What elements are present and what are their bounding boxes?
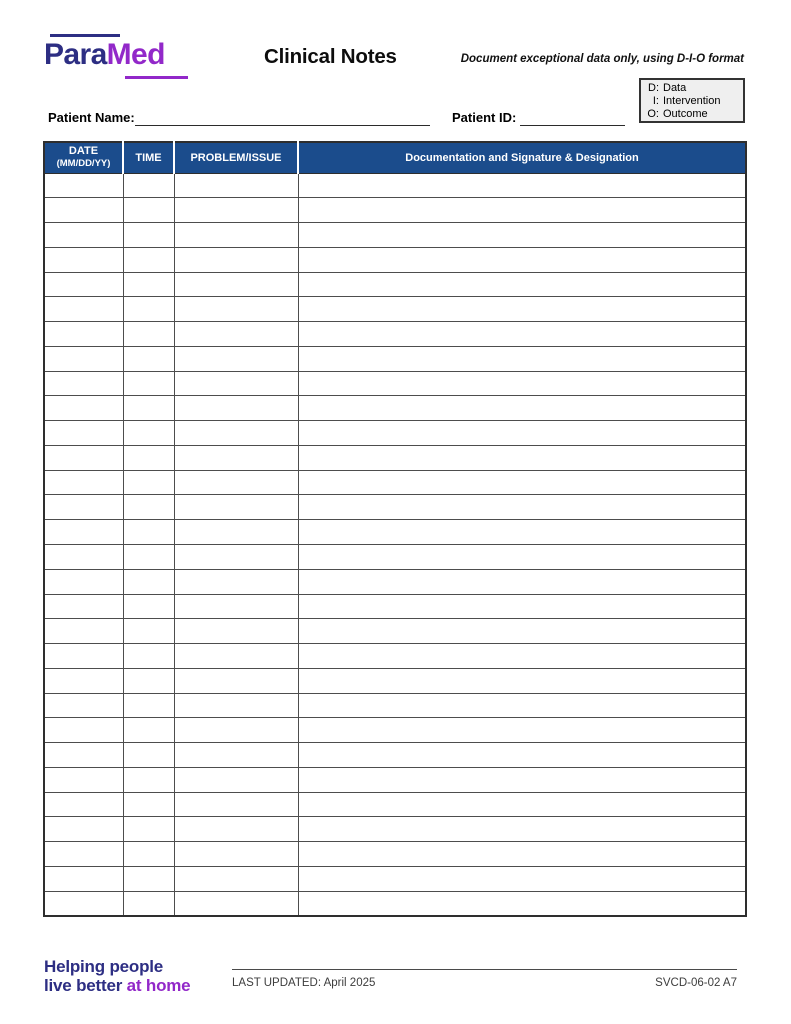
empty-cell[interactable] — [174, 223, 298, 248]
empty-cell[interactable] — [44, 371, 123, 396]
empty-cell[interactable] — [298, 371, 746, 396]
empty-cell[interactable] — [44, 198, 123, 223]
empty-cell[interactable] — [298, 792, 746, 817]
tagline-line2-purple: at home — [126, 975, 191, 995]
table-row — [44, 718, 746, 743]
patient-name-label: Patient Name: — [48, 110, 135, 125]
table-row — [44, 470, 746, 495]
table-row — [44, 520, 746, 545]
empty-cell[interactable] — [123, 644, 174, 669]
empty-cell[interactable] — [44, 346, 123, 371]
table-row — [44, 173, 746, 198]
brand-tagline — [44, 958, 190, 995]
table-row — [44, 396, 746, 421]
empty-cell[interactable] — [44, 297, 123, 322]
empty-cell[interactable] — [174, 842, 298, 867]
empty-cell[interactable] — [174, 198, 298, 223]
empty-cell[interactable] — [174, 371, 298, 396]
empty-cell[interactable] — [174, 322, 298, 347]
empty-cell[interactable] — [44, 842, 123, 867]
tagline-line1: Helping people — [44, 957, 164, 976]
empty-cell[interactable] — [123, 817, 174, 842]
empty-cell[interactable] — [44, 322, 123, 347]
empty-cell[interactable] — [123, 767, 174, 792]
legend-label-outcome: Outcome — [663, 108, 708, 120]
logo-bottom-bar — [125, 76, 188, 79]
empty-cell[interactable] — [174, 668, 298, 693]
empty-cell[interactable] — [123, 718, 174, 743]
empty-cell[interactable] — [298, 817, 746, 842]
table-body — [44, 173, 746, 916]
table-row — [44, 322, 746, 347]
empty-cell[interactable] — [123, 173, 174, 198]
empty-cell[interactable] — [123, 396, 174, 421]
empty-cell[interactable] — [174, 396, 298, 421]
empty-cell[interactable] — [44, 445, 123, 470]
empty-cell[interactable] — [174, 644, 298, 669]
table-row — [44, 817, 746, 842]
table-row — [44, 272, 746, 297]
clinical-notes-table — [43, 141, 747, 917]
empty-cell[interactable] — [174, 891, 298, 916]
empty-cell[interactable] — [298, 322, 746, 347]
empty-cell[interactable] — [123, 198, 174, 223]
empty-cell[interactable] — [44, 668, 123, 693]
legend-row-data — [646, 82, 738, 95]
empty-cell[interactable] — [298, 767, 746, 792]
empty-cell[interactable] — [298, 569, 746, 594]
paramed-logo — [44, 33, 194, 81]
column-header-time: TIME — [123, 142, 174, 173]
empty-cell[interactable] — [298, 718, 746, 743]
table-row — [44, 891, 746, 916]
table-row — [44, 495, 746, 520]
empty-cell[interactable] — [174, 693, 298, 718]
empty-cell[interactable] — [123, 891, 174, 916]
empty-cell[interactable] — [298, 247, 746, 272]
empty-cell[interactable] — [44, 866, 123, 891]
empty-cell[interactable] — [123, 346, 174, 371]
empty-cell[interactable] — [298, 346, 746, 371]
legend-label-intervention: Intervention — [663, 95, 721, 107]
empty-cell[interactable] — [123, 421, 174, 446]
empty-cell[interactable] — [44, 223, 123, 248]
empty-cell[interactable] — [174, 346, 298, 371]
empty-cell[interactable] — [298, 842, 746, 867]
empty-cell[interactable] — [44, 693, 123, 718]
empty-cell[interactable] — [44, 247, 123, 272]
empty-cell[interactable] — [123, 668, 174, 693]
empty-cell[interactable] — [174, 421, 298, 446]
empty-cell[interactable] — [123, 520, 174, 545]
column-header-date — [44, 142, 123, 173]
empty-cell[interactable] — [44, 272, 123, 297]
table-row — [44, 842, 746, 867]
dio-legend-box — [639, 78, 745, 123]
empty-cell[interactable] — [44, 792, 123, 817]
empty-cell[interactable] — [298, 421, 746, 446]
column-header-date-sublabel: (MM/DD/YY) — [56, 158, 111, 170]
empty-cell[interactable] — [123, 322, 174, 347]
empty-cell[interactable] — [298, 594, 746, 619]
table-row — [44, 693, 746, 718]
empty-cell[interactable] — [44, 173, 123, 198]
empty-cell[interactable] — [123, 247, 174, 272]
table-row — [44, 346, 746, 371]
empty-cell[interactable] — [44, 569, 123, 594]
empty-cell[interactable] — [174, 767, 298, 792]
table-row — [44, 371, 746, 396]
empty-cell[interactable] — [174, 743, 298, 768]
table-row — [44, 198, 746, 223]
empty-cell[interactable] — [174, 594, 298, 619]
empty-cell[interactable] — [44, 743, 123, 768]
patient-id-label: Patient ID: — [452, 110, 517, 125]
tagline-line2 — [44, 977, 190, 996]
patient-id-field[interactable] — [520, 108, 625, 126]
legend-row-outcome — [646, 108, 738, 121]
table-row — [44, 297, 746, 322]
table-row — [44, 619, 746, 644]
empty-cell[interactable] — [44, 619, 123, 644]
empty-cell[interactable] — [298, 173, 746, 198]
empty-cell[interactable] — [44, 396, 123, 421]
empty-cell[interactable] — [44, 594, 123, 619]
empty-cell[interactable] — [298, 495, 746, 520]
empty-cell[interactable] — [123, 297, 174, 322]
empty-cell[interactable] — [298, 619, 746, 644]
empty-cell[interactable] — [298, 445, 746, 470]
empty-cell[interactable] — [298, 297, 746, 322]
footer-divider — [232, 969, 737, 970]
empty-cell[interactable] — [44, 718, 123, 743]
empty-cell[interactable] — [44, 495, 123, 520]
table-row — [44, 668, 746, 693]
dio-instruction-text: Document exceptional data only, using D-I-O format — [460, 53, 744, 65]
table-header — [44, 142, 746, 173]
table-row — [44, 767, 746, 792]
table-row — [44, 594, 746, 619]
empty-cell[interactable] — [123, 842, 174, 867]
empty-cell[interactable] — [123, 569, 174, 594]
document-code: SVCD-06-02 A7 — [655, 977, 737, 989]
empty-cell[interactable] — [298, 544, 746, 569]
table-row — [44, 421, 746, 446]
legend-label-data: Data — [663, 82, 687, 94]
empty-cell[interactable] — [174, 619, 298, 644]
table-row — [44, 445, 746, 470]
column-header-problem: PROBLEM/ISSUE — [174, 142, 298, 173]
legend-row-intervention — [646, 95, 738, 108]
empty-cell[interactable] — [298, 470, 746, 495]
table-row — [44, 743, 746, 768]
table-row — [44, 247, 746, 272]
logo-top-bar — [50, 34, 120, 37]
empty-cell[interactable] — [123, 619, 174, 644]
empty-cell[interactable] — [174, 173, 298, 198]
empty-cell[interactable] — [298, 198, 746, 223]
empty-cell[interactable] — [174, 792, 298, 817]
empty-cell[interactable] — [174, 495, 298, 520]
page-title: Clinical Notes — [264, 45, 397, 68]
empty-cell[interactable] — [174, 297, 298, 322]
table-row — [44, 792, 746, 817]
empty-cell[interactable] — [298, 396, 746, 421]
empty-cell[interactable] — [298, 520, 746, 545]
empty-cell[interactable] — [44, 520, 123, 545]
empty-cell[interactable] — [123, 445, 174, 470]
logo-text — [44, 38, 165, 72]
legend-key-o: O: — [647, 108, 659, 120]
column-header-date-label: DATE — [68, 145, 99, 158]
empty-cell[interactable] — [123, 495, 174, 520]
empty-cell[interactable] — [123, 866, 174, 891]
table-row — [44, 644, 746, 669]
empty-cell[interactable] — [174, 470, 298, 495]
patient-name-field[interactable] — [135, 108, 430, 126]
column-header-documentation: Documentation and Signature & Designation — [298, 142, 746, 173]
empty-cell[interactable] — [174, 718, 298, 743]
empty-cell[interactable] — [298, 223, 746, 248]
empty-cell[interactable] — [123, 272, 174, 297]
empty-cell[interactable] — [123, 470, 174, 495]
empty-cell[interactable] — [123, 544, 174, 569]
empty-cell[interactable] — [44, 644, 123, 669]
empty-cell[interactable] — [123, 594, 174, 619]
empty-cell[interactable] — [44, 421, 123, 446]
empty-cell[interactable] — [174, 247, 298, 272]
legend-key-d: D: — [648, 82, 659, 94]
empty-cell[interactable] — [298, 743, 746, 768]
empty-cell[interactable] — [123, 792, 174, 817]
table-row — [44, 569, 746, 594]
tagline-line2-navy: live better — [44, 975, 127, 995]
empty-cell[interactable] — [44, 817, 123, 842]
empty-cell[interactable] — [174, 569, 298, 594]
empty-cell[interactable] — [174, 817, 298, 842]
legend-key-i: I: — [652, 95, 659, 107]
empty-cell[interactable] — [298, 272, 746, 297]
empty-cell[interactable] — [298, 866, 746, 891]
empty-cell[interactable] — [44, 544, 123, 569]
table-row — [44, 544, 746, 569]
empty-cell[interactable] — [123, 371, 174, 396]
empty-cell[interactable] — [174, 445, 298, 470]
logo-text-med: Med — [106, 38, 165, 71]
empty-cell[interactable] — [298, 668, 746, 693]
logo-text-para: Para — [44, 38, 107, 71]
empty-cell[interactable] — [298, 891, 746, 916]
empty-cell[interactable] — [44, 470, 123, 495]
empty-cell[interactable] — [44, 891, 123, 916]
empty-cell[interactable] — [174, 544, 298, 569]
empty-cell[interactable] — [123, 743, 174, 768]
empty-cell[interactable] — [123, 693, 174, 718]
last-updated-text: LAST UPDATED: April 2025 — [232, 977, 376, 989]
empty-cell[interactable] — [174, 520, 298, 545]
empty-cell[interactable] — [44, 767, 123, 792]
table-row — [44, 223, 746, 248]
empty-cell[interactable] — [174, 866, 298, 891]
empty-cell[interactable] — [298, 693, 746, 718]
empty-cell[interactable] — [174, 272, 298, 297]
table-row — [44, 866, 746, 891]
empty-cell[interactable] — [298, 644, 746, 669]
empty-cell[interactable] — [123, 223, 174, 248]
